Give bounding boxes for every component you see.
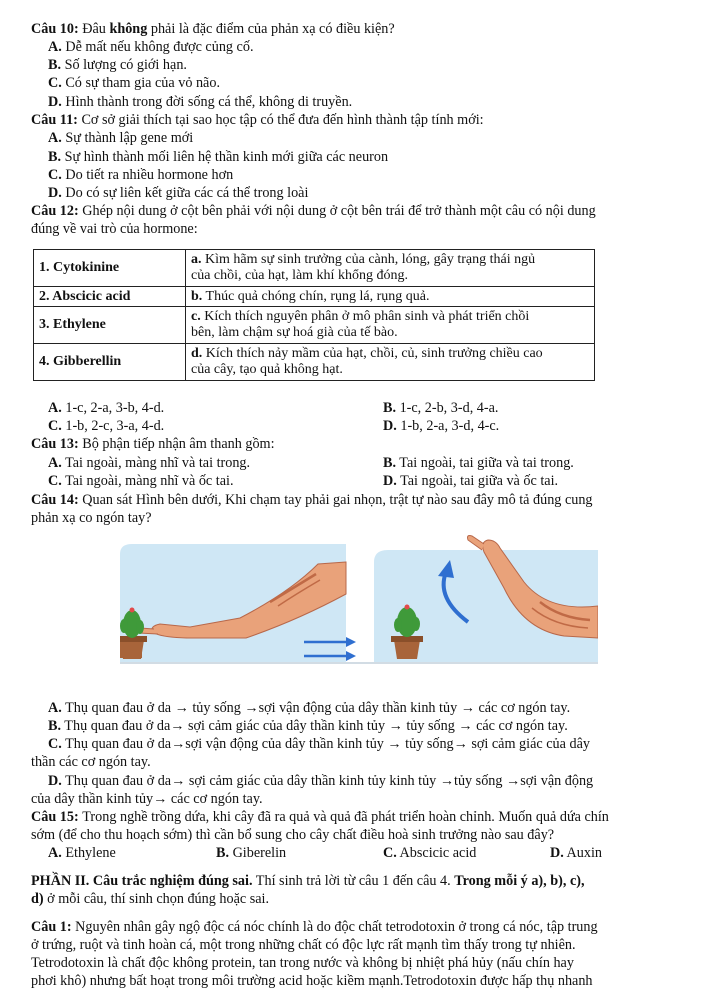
reflex-arc-figure (120, 532, 598, 670)
q15-option-a: A. Ethylene (48, 845, 116, 861)
hormone-role-cell: c. Kích thích nguyên phân ở mô phân sinh và phát triển chồi bên, làm chậm sự hoá già của tế bào. (186, 307, 595, 344)
q11-option-b: B. Sự hình thành mối liên hệ thần kinh mới giữa các neuron (48, 149, 389, 165)
q11-option-a: A. Sự thành lập gene mới (48, 130, 194, 146)
q11-option-d: D. Do có sự liên kết giữa các cá thể trong loài (48, 185, 309, 201)
q14-option-d: D. Thụ quan đau ở da→ sợi cảm giác của dây thần kinh tủy kinh tủy →tủy sống →sợi vận động (48, 773, 594, 789)
q15-option-d: D. Auxin (550, 845, 603, 861)
q13-option-b: B. Tai ngoài, tai giữa và tai trong. (383, 455, 574, 471)
hormone-name-cell: 4. Gibberellin (34, 344, 186, 381)
q14-title: Câu 14: Quan sát Hình bên dưới, Khi chạm tay phải gai nhọn, trật tự nào sau đây mô tả đúng cung (31, 492, 593, 508)
q15-option-c: C. Abscicic acid (383, 845, 477, 861)
hormone-role-cell: a. Kìm hãm sự sinh trưởng của cành, lóng, gây trạng thái ngủ của chồi, của hạt, làm khí khổng đóng. (186, 250, 595, 287)
q12-title: Câu 12: Ghép nội dung ở cột bên phải với nội dung ở cột bên trái để trở thành một câu có nội dung (31, 203, 596, 219)
c1-paragraph-line2: ở trứng, ruột và tinh hoàn cá, một trong những chất có độc lực rất mạnh tìm thấy trong tự nhiên. (31, 937, 576, 953)
q10-option-a: A. Dễ mất nếu không được củng cố. (48, 39, 254, 55)
table-row (34, 250, 595, 287)
hormone-name-cell: 2. Abscicic acid (34, 287, 186, 307)
q15-title-line2: sớm (để cho thu hoạch sớm) thì cần bổ sung cho cây chất điều hoà sinh trưởng nào sau đây? (31, 827, 555, 843)
q11-title: Câu 11: Cơ sở giải thích tại sao học tập có thể đưa đến hình thành tập tính mới: (31, 112, 484, 128)
table-row (34, 287, 595, 307)
q14-title-line2: phản xạ co ngón tay? (31, 510, 152, 526)
q12-option-c: C. 1-b, 2-c, 3-a, 4-d. (48, 418, 165, 434)
q10-title: Câu 10: Đâu không phải là đặc điểm của phản xạ có điều kiện? (31, 21, 395, 37)
c1-paragraph-line4: phơi khô) nhưng bất hoạt trong môi trường acid hoặc kiềm mạnh.Tetrodotoxin được hấp thụ nhanh (31, 973, 593, 989)
hormone-name-cell: 1. Cytokinine (34, 250, 186, 287)
hormone-name-cell: 3. Ethylene (34, 307, 186, 344)
q11-option-c: C. Do tiết ra nhiều hormone hơn (48, 167, 234, 183)
q13-option-c: C. Tai ngoài, màng nhĩ và ốc tai. (48, 473, 234, 489)
q12-option-b: B. 1-c, 2-b, 3-d, 4-a. (383, 400, 499, 416)
q10-option-c: C. Có sự tham gia của vỏ não. (48, 75, 220, 91)
q14-option-c: C. Thụ quan đau ở da→sợi vận động của dây thần kinh tủy → tủy sống→ sợi cảm giác của dây (48, 736, 590, 752)
q14-option-b: B. Thụ quan đau ở da→ sợi cảm giác của dây thần kinh tủy → tủy sống → các cơ ngón tay. (48, 718, 568, 734)
part2-heading: PHẦN II. Câu trắc nghiệm đúng sai. Thí sinh trả lời từ câu 1 đến câu 4. Trong mỗi ý a), b), c), (31, 873, 585, 889)
hormone-matching-table (33, 249, 595, 381)
c1-paragraph-line1: Câu 1: Nguyên nhân gây ngộ độc cá nóc chính là do độc chất tetrodotoxin ở trong cá nóc, tập trung (31, 919, 598, 935)
q14-option-a: A. Thụ quan đau ở da → tủy sống →sợi vận động của dây thần kinh tủy → các cơ ngón tay. (48, 700, 571, 716)
q13-option-d: D. Tai ngoài, tai giữa và ốc tai. (383, 473, 559, 489)
q10-option-b: B. Số lượng có giới hạn. (48, 57, 187, 73)
q14-option-d-line2: của dây thần kinh tủy→ các cơ ngón tay. (31, 791, 263, 807)
hormone-role-cell: d. Kích thích nảy mầm của hạt, chồi, củ, sinh trưởng chiều cao của cây, tạo quả không hạt. (186, 344, 595, 381)
q10-option-d: D. Hình thành trong đời sống cá thể, không di truyền. (48, 94, 353, 110)
c1-paragraph-line3: Tetrodotoxin là chất độc không protein, tan trong nước và không bị nhiệt phá hủy (nấu chín hay (31, 955, 574, 971)
part2-heading-line2: d) ở mỗi câu, thí sinh chọn đúng hoặc sai. (31, 891, 270, 907)
table-row (34, 344, 595, 381)
q12-option-a: A. 1-c, 2-a, 3-b, 4-d. (48, 400, 165, 416)
q15-option-b: B. Giberelin (216, 845, 287, 861)
hormone-role-cell: b. Thúc quả chóng chín, rụng lá, rụng quả. (186, 287, 595, 307)
q15-title: Câu 15: Trong nghề trồng dứa, khi cây đã ra quả và quả đã phát triển hoàn chỉnh. Muốn quả dứa chín (31, 809, 609, 825)
q13-option-a: A. Tai ngoài, màng nhĩ và tai trong. (48, 455, 251, 471)
q13-title: Câu 13: Bộ phận tiếp nhận âm thanh gồm: (31, 436, 275, 452)
q12-title-line2: đúng về vai trò của hormone: (31, 221, 198, 237)
table-row (34, 307, 595, 344)
q12-option-d: D. 1-b, 2-a, 3-d, 4-c. (383, 418, 500, 434)
q14-option-c-line2: thần các cơ ngón tay. (31, 754, 151, 770)
